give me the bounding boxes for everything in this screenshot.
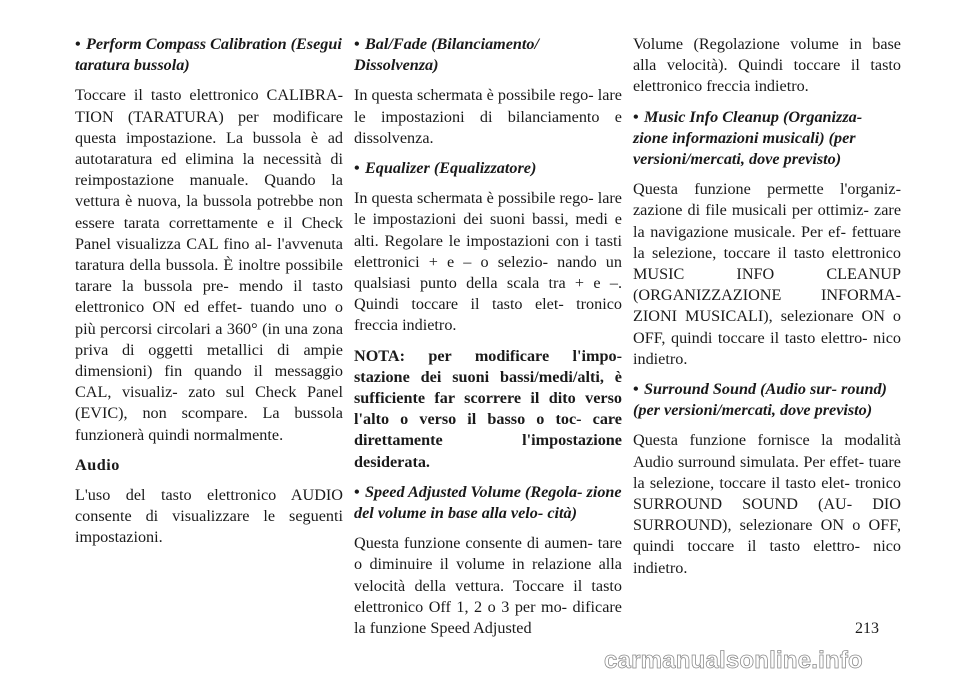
paragraph-speed-adjusted-volume: Questa funzione consente di aumen- tare o diminuire il volume in relazione alla velocità della vettura. Toccare il tasto elettronico Off 1, 2 o 3 per mo- dificare la funzione Speed Adjusted: [354, 534, 622, 638]
paragraph-music-info-cleanup: Questa funzione permette l'organiz- zazione di file musicali per ottimiz- zare la navigazione musicale. Per ef- fettuare la selezione, toccare il tasto elettronico MUSIC INFO CLEANUP (ORGANIZZAZIONE INFORMA- ZIONI MUSICALI), selezionare ON o OFF, quindi toccare il tasto elettro- nico indietro.: [633, 180, 901, 368]
paragraph-speed-adjusted-volume-continued: Volume (Regolazione volume in base alla velocità). Quindi toccare il tasto elettronico freccia indietro.: [633, 35, 901, 96]
paragraph-equalizer: In questa schermata è possibile rego- lare le impostazioni dei suoni bassi, medi e alti. Regolare le impostazioni con i tasti elettronici + e – o selezio- nando un qualsiasi punto della scala tra + e –. Quindi toccare il tasto elet- tronico freccia indietro.: [354, 189, 622, 335]
paragraph-bal-fade: In questa schermata è possibile rego- lare le impostazioni di bilanciamento e dissolvenza.: [354, 86, 622, 147]
bullet-heading-equalizer: [354, 158, 622, 179]
heading-text: Equalizer (Equalizzatore): [365, 159, 537, 178]
bullet-glyph: •: [354, 159, 360, 178]
note-paragraph: NOTA: per modificare l'impo- stazione dei suoni bassi/medi/alti, è sufficiente far scorrere il dito verso l'alto o verso il basso o toc- care direttamente l'impostazione desiderata.: [354, 346, 622, 471]
heading-text: Surround Sound (Audio sur- round) (per versioni/mercati, dove previsto): [633, 380, 887, 420]
heading-text: Bal/Fade (Bilanciamento/ Dissolvenza): [354, 35, 540, 75]
text-column-2: [354, 34, 622, 648]
bullet-glyph: •: [633, 380, 639, 399]
paragraph-compass-calibration: Toccare il tasto elettronico CALIBRA- TION (TARATURA) per modificare questa impostazione. La bussola è ad autotaratura ed elimina la necessità di reimpostazione manuale. Quando la vettura è nuova, la bussola potrebbe non essere tarata correttamente e il Check Panel visualizza CAL fino al- l'avvenuta taratura della bussola. È inoltre possibile tarare la bussola pre- mendo il tasto elettronico ON ed effet- tuando uno o più percorsi circolari a 360° (in una zona priva di oggetti metallici di ampie dimensioni) fin quando il messaggio CAL, visualiz- zato sul Check Panel (EVIC), non scompare. La bussola funzionerà quindi normalmente.: [75, 86, 343, 444]
bullet-glyph: •: [354, 35, 360, 53]
bullet-glyph: •: [75, 35, 81, 53]
section-heading-audio: Audio: [75, 455, 120, 474]
heading-text: Music Info Cleanup (Organizza- zione informazioni musicali) (per versioni/mercati, dove previsto): [633, 107, 863, 169]
page-number: 213: [855, 620, 879, 637]
heading-text: Speed Adjusted Volume (Regola- zione del volume in base alla velo- cità): [354, 482, 622, 523]
bullet-heading-music-info-cleanup: [633, 107, 901, 171]
bullet-heading-surround-sound: [633, 379, 901, 421]
paragraph-surround-sound: Questa funzione fornisce la modalità Audio surround simulata. Per effet- tuare la selezione, toccare il tasto elet- tronico SURROUND SOUND (AU- DIO SURROUND), selezionare ON o OFF, quindi toccare il tasto elettro- nico indietro.: [633, 431, 901, 577]
bullet-glyph: •: [633, 107, 639, 126]
bullet-glyph: •: [354, 482, 360, 501]
bullet-heading-bal-fade: [354, 34, 622, 76]
watermark-text: carmanualsonline.info: [604, 647, 863, 674]
bullet-heading-compass-calibration: [75, 34, 343, 76]
text-column-1: [75, 34, 343, 558]
paragraph-audio: L'uso del tasto elettronico AUDIO consente di visualizzare le seguenti impostazioni.: [75, 486, 343, 547]
bullet-heading-speed-adjusted-volume: [354, 482, 622, 524]
text-column-3: [633, 34, 901, 588]
heading-text: Perform Compass Calibration (Esegui taratura bussola): [75, 35, 342, 75]
